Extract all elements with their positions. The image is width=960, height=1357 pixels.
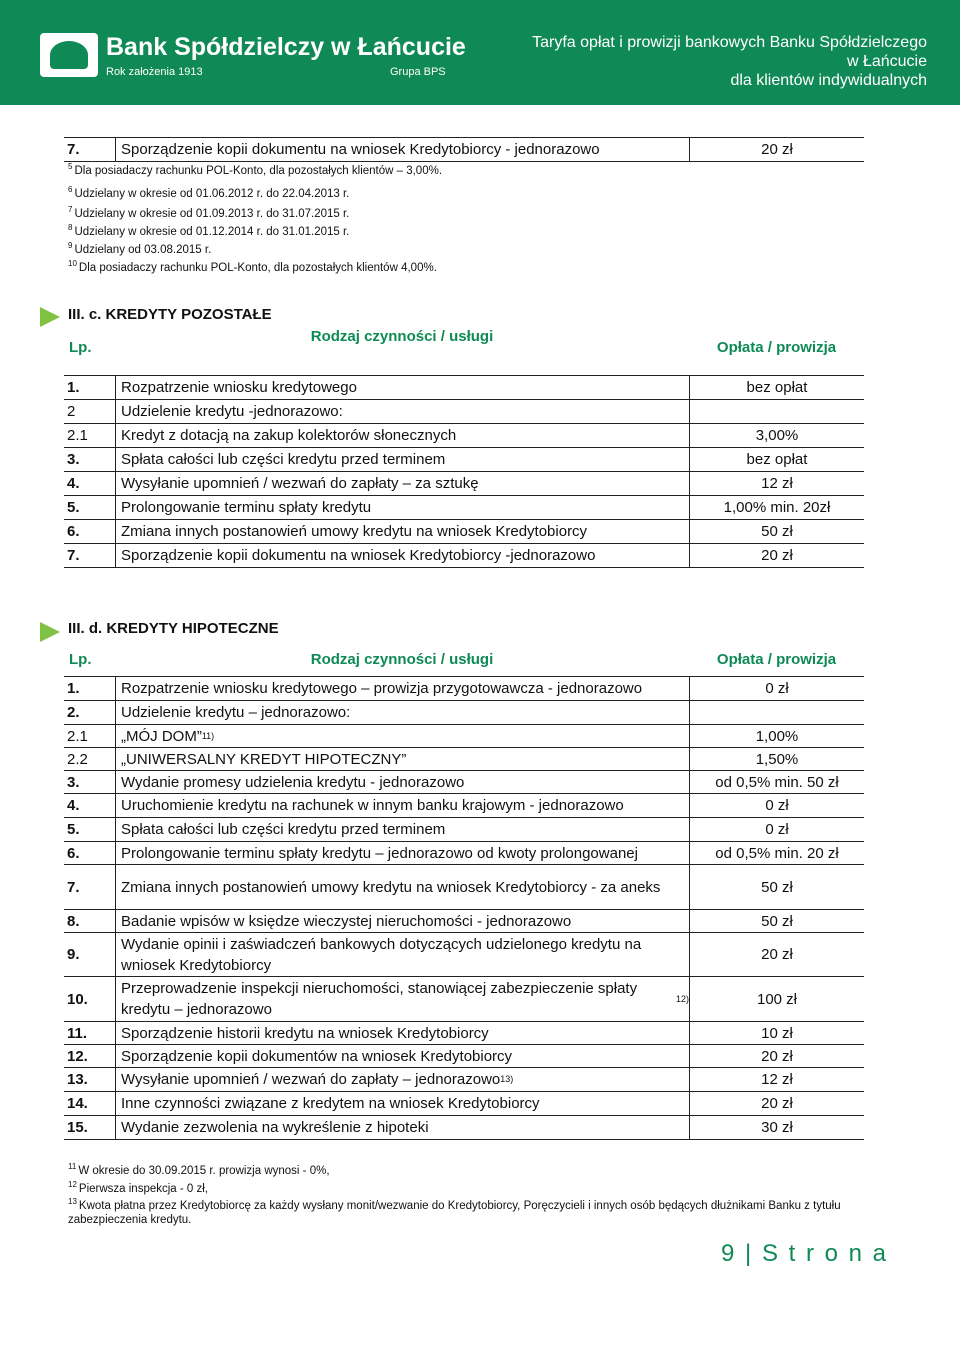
page-number: 9 | S t r o n a	[721, 1240, 888, 1267]
footnote-text: Udzielany w okresie od 01.12.2014 r. do 31.01.2015 r.	[74, 225, 350, 238]
table-row	[64, 677, 864, 701]
row-lp: 1.	[67, 680, 80, 697]
row-lp: 8.	[67, 912, 80, 930]
row-fee: 1,00%	[689, 725, 864, 747]
row-desc	[115, 1022, 689, 1044]
row-lp: 15.	[67, 1119, 88, 1136]
row-desc	[115, 818, 689, 841]
col-lp-header: Lp.	[69, 339, 92, 356]
row-lp: 9.	[67, 946, 80, 963]
row-fee: 10 zł	[689, 1022, 864, 1044]
footnote	[68, 160, 442, 178]
section-d-body	[64, 677, 864, 1140]
footnote	[68, 1178, 888, 1196]
row-fee: 0 zł	[689, 677, 864, 700]
bank-name: Bank Spółdzielczy w Łańcucie	[106, 33, 466, 61]
row-desc-text: Inne czynności związane z kredytem na wniosek Kredytobiorcy	[121, 1095, 540, 1112]
row-footnote-ref: 12)	[675, 993, 689, 1004]
table-row	[64, 771, 864, 794]
col-lp-header: Lp.	[69, 651, 92, 668]
table-row	[64, 1116, 864, 1140]
table-row	[64, 933, 864, 977]
table-row	[64, 701, 864, 725]
footnote-text: Pierwsza inspekcja - 0 zł,	[78, 1182, 209, 1195]
section-d-table	[64, 643, 864, 1140]
row-desc-text: Sporządzenie historii kredytu na wniosek Kredytobiorcy	[121, 1024, 489, 1042]
row-fee: 0 zł	[689, 818, 864, 841]
footnote-text: Udzielany w okresie od 01.06.2012 r. do 22.04.2013 r.	[74, 187, 350, 200]
row-desc	[115, 496, 689, 519]
row-desc-text: Wydanie opinii i zaświadczeń bankowych dotyczących udzielonego kredytu na wniosek Kredytobiorcy	[121, 935, 642, 974]
row-lp: 2.1	[67, 727, 88, 745]
row-lp: 7.	[67, 878, 80, 896]
table-row	[64, 544, 864, 568]
title-line-2: w Łańcucie	[846, 53, 927, 70]
carryover-row	[64, 137, 864, 162]
row-lp: 13.	[67, 1071, 88, 1088]
row-desc	[115, 933, 689, 976]
table-row	[64, 977, 864, 1022]
footnote-number: 7	[68, 205, 73, 214]
col-fee-header: Opłata / prowizja	[716, 339, 837, 356]
row-fee: bez opłat	[689, 448, 864, 471]
footnote-text: Udzielany w okresie od 01.09.2013 r. do 31.07.2015 r.	[74, 207, 350, 220]
row-lp: 3.	[67, 451, 80, 468]
row-desc-text: Spłata całości lub części kredytu przed terminem	[121, 451, 446, 468]
row-desc-text: Udzielenie kredytu -jednorazowo:	[121, 403, 343, 420]
row-fee: 1,50%	[689, 748, 864, 770]
row-footnote-ref: 11)	[201, 730, 215, 741]
row-desc-text: Wysyłanie upomnień / wezwań do zapłaty – za sztukę	[121, 475, 479, 492]
footnote-number: 6	[68, 185, 73, 194]
table-row	[64, 424, 864, 448]
row-fee: 3,00%	[689, 424, 864, 447]
table-row	[64, 496, 864, 520]
row-lp: 10.	[67, 990, 88, 1008]
table-row	[64, 400, 864, 424]
row-desc	[115, 748, 689, 770]
row-fee: od 0,5% min. 50 zł	[689, 771, 864, 793]
row-desc	[115, 520, 689, 543]
row-fee: 50 zł	[689, 520, 864, 543]
table-row	[64, 448, 864, 472]
row-fee: 20 zł	[689, 1045, 864, 1067]
row-lp: 3.	[67, 773, 80, 791]
table-row	[64, 818, 864, 842]
row-lp: 11.	[67, 1024, 88, 1042]
row-fee: 20 zł	[689, 1092, 864, 1115]
row-footnote-ref: 13)	[500, 1074, 514, 1084]
row-fee: 12 zł	[689, 472, 864, 495]
row-desc	[115, 725, 689, 747]
row-desc	[115, 544, 689, 567]
row-desc	[115, 794, 689, 817]
section-c-body	[64, 376, 864, 568]
footnote	[68, 183, 349, 201]
row-fee: 30 zł	[689, 1116, 864, 1139]
row-desc	[115, 701, 689, 724]
row-desc	[115, 771, 689, 793]
row-desc	[115, 376, 689, 399]
row-desc-text: Wysyłanie upomnień / wezwań do zapłaty – jednorazowo	[121, 1071, 501, 1088]
section-c-arrow-icon	[40, 307, 60, 327]
row-fee	[689, 701, 864, 724]
row-desc	[115, 1045, 689, 1067]
table-row	[64, 794, 864, 818]
section-d-title: III. d. KREDYTY HIPOTECZNE	[68, 620, 279, 637]
table-row	[64, 520, 864, 544]
row-fee: 20 zł	[689, 544, 864, 567]
footnote-number: 10	[68, 259, 77, 268]
row-fee: 1,00% min. 20zł	[689, 496, 864, 519]
row-desc-text: Wydanie promesy udzielenia kredytu - jednorazowo	[121, 773, 465, 791]
table-row	[64, 748, 864, 771]
row-desc	[115, 677, 689, 700]
col-desc-header: Rodzaj czynności / usługi	[310, 328, 494, 345]
row-desc-text: Rozpatrzenie wniosku kredytowego – prowizja przygotowawcza - jednorazowo	[121, 680, 643, 697]
row-lp: 14.	[67, 1095, 88, 1112]
row-lp: 7.	[67, 547, 80, 564]
row-fee: 0 zł	[689, 794, 864, 817]
table-row	[64, 725, 864, 748]
row-lp: 6.	[67, 844, 80, 862]
table-row	[64, 1092, 864, 1116]
footnote-text: Kwota płatna przez Kredytobiorcę za każdy wysłany monit/wezwanie do Kredytobiorcy, Poręczycieli i innych osób będących dłużnikami Banku z tytułu zabezpieczenia kredytu.	[68, 1199, 841, 1226]
row-desc-text: „UNIWERSALNY KREDYT HIPOTECZNY”	[121, 750, 407, 768]
row-lp: 4.	[67, 475, 80, 492]
row-desc	[115, 400, 689, 423]
footnote-number: 11	[68, 1162, 77, 1171]
footnote-text: Dla posiadaczy rachunku POL-Konto, dla pozostałych klientów 4,00%.	[78, 261, 437, 274]
row-desc: Sporządzenie kopii dokumentu na wniosek Kredytobiorcy - jednorazowo	[115, 138, 689, 161]
row-desc-text: Udzielenie kredytu – jednorazowo:	[121, 704, 351, 721]
row-lp: 4.	[67, 797, 80, 814]
row-fee: bez opłat	[689, 376, 864, 399]
footnote-number: 5	[68, 162, 73, 171]
footnote-text: Dla posiadaczy rachunku POL-Konto, dla pozostałych klientów – 3,00%.	[74, 164, 443, 177]
footnote	[68, 221, 349, 239]
row-desc-text: Zmiana innych postanowień umowy kredytu na wniosek Kredytobiorcy	[121, 523, 588, 540]
row-desc-text: Wydanie zezwolenia na wykreślenie z hipoteki	[121, 1119, 429, 1136]
row-lp: 1.	[67, 379, 80, 396]
row-desc	[115, 910, 689, 932]
row-desc	[115, 1092, 689, 1115]
col-desc-header: Rodzaj czynności / usługi	[310, 651, 494, 668]
row-desc	[115, 865, 689, 909]
row-lp: 12.	[67, 1047, 88, 1065]
row-lp: 7.	[67, 141, 80, 158]
row-desc-text: Prolongowanie terminu spłaty kredytu	[121, 499, 372, 516]
table-row	[64, 376, 864, 400]
row-fee: 50 zł	[689, 910, 864, 932]
table-row	[64, 910, 864, 933]
bank-group: Grupa BPS	[390, 66, 446, 78]
section-d-header-row	[64, 643, 864, 677]
row-desc	[115, 1068, 689, 1091]
row-fee: od 0,5% min. 20 zł	[689, 842, 864, 864]
row-desc-text: Uruchomienie kredytu na rachunek w innym banku krajowym - jednorazowo	[121, 797, 624, 814]
row-desc-text: Przeprowadzenie inspekcji nieruchomości, stanowiącej zabezpieczenie spłaty kredytu – jednorazowo	[121, 980, 638, 1018]
row-desc	[115, 842, 689, 864]
footnote-number: 12	[68, 1180, 77, 1189]
row-lp: 2	[67, 403, 76, 420]
row-fee	[689, 400, 864, 423]
table-row	[64, 1045, 864, 1068]
row-lp: 5.	[67, 499, 80, 516]
section-c-table	[64, 326, 864, 568]
footnote	[68, 257, 437, 275]
row-lp: 6.	[67, 523, 80, 540]
row-desc	[115, 1116, 689, 1139]
row-lp: 2.1	[67, 427, 88, 444]
table-row	[64, 1068, 864, 1092]
row-desc	[115, 424, 689, 447]
row-lp: 2.2	[67, 750, 88, 768]
footnote-number: 9	[68, 241, 73, 250]
table-row	[64, 472, 864, 496]
footnote-number: 13	[68, 1197, 77, 1206]
bank-founded: Rok założenia 1913	[106, 66, 203, 78]
table-row	[64, 865, 864, 910]
row-lp: 5.	[67, 821, 80, 838]
title-line-3: dla klientów indywidualnych	[730, 72, 927, 89]
document-title	[532, 33, 927, 90]
row-desc-text: Prolongowanie terminu spłaty kredytu – jednorazowo od kwoty prolongowanej	[121, 844, 638, 862]
bank-logo-icon	[40, 33, 98, 77]
footnote-number: 8	[68, 223, 73, 232]
section-c-title: III. c. KREDYTY POZOSTAŁE	[68, 306, 272, 323]
footnote	[68, 239, 211, 257]
row-desc-text: Sporządzenie kopii dokumentu na wniosek Kredytobiorcy -jednorazowo	[121, 547, 596, 564]
row-fee: 100 zł	[689, 977, 864, 1021]
page-header	[0, 0, 960, 105]
row-fee: 20 zł	[689, 138, 864, 161]
row-desc-text: Sporządzenie kopii dokumentów na wniosek Kredytobiorcy	[121, 1047, 513, 1065]
row-fee: 20 zł	[689, 933, 864, 976]
footnote	[68, 203, 349, 221]
table-row	[64, 1022, 864, 1045]
table-row	[64, 842, 864, 865]
row-desc-text: Kredyt z dotacją na zakup kolektorów słonecznych	[121, 427, 457, 444]
row-lp: 2.	[67, 704, 80, 721]
row-desc-text: Zmiana innych postanowień umowy kredytu na wniosek Kredytobiorcy - za aneks	[121, 878, 661, 896]
footnote-text: Udzielany od 03.08.2015 r.	[74, 243, 212, 256]
row-desc-text: Spłata całości lub części kredytu przed terminem	[121, 821, 446, 838]
row-desc-text: „MÓJ DOM”	[121, 727, 202, 745]
row-desc	[115, 472, 689, 495]
section-c-header-row	[64, 326, 864, 376]
row-fee: 12 zł	[689, 1068, 864, 1091]
title-line-1: Taryfa opłat i prowizji bankowych Banku Spółdzielczego	[532, 34, 927, 51]
footnote	[68, 1160, 888, 1178]
row-desc-text: Badanie wpisów w księdze wieczystej nieruchomości - jednorazowo	[121, 912, 572, 930]
row-desc-text: Rozpatrzenie wniosku kredytowego	[121, 379, 357, 396]
col-fee-header: Opłata / prowizja	[716, 651, 837, 668]
section-d-arrow-icon	[40, 622, 60, 642]
footnote	[68, 1195, 888, 1227]
row-desc	[115, 977, 689, 1021]
row-fee: 50 zł	[689, 865, 864, 909]
row-desc	[115, 448, 689, 471]
footnote-text: W okresie do 30.09.2015 r. prowizja wynosi - 0%,	[78, 1164, 330, 1177]
